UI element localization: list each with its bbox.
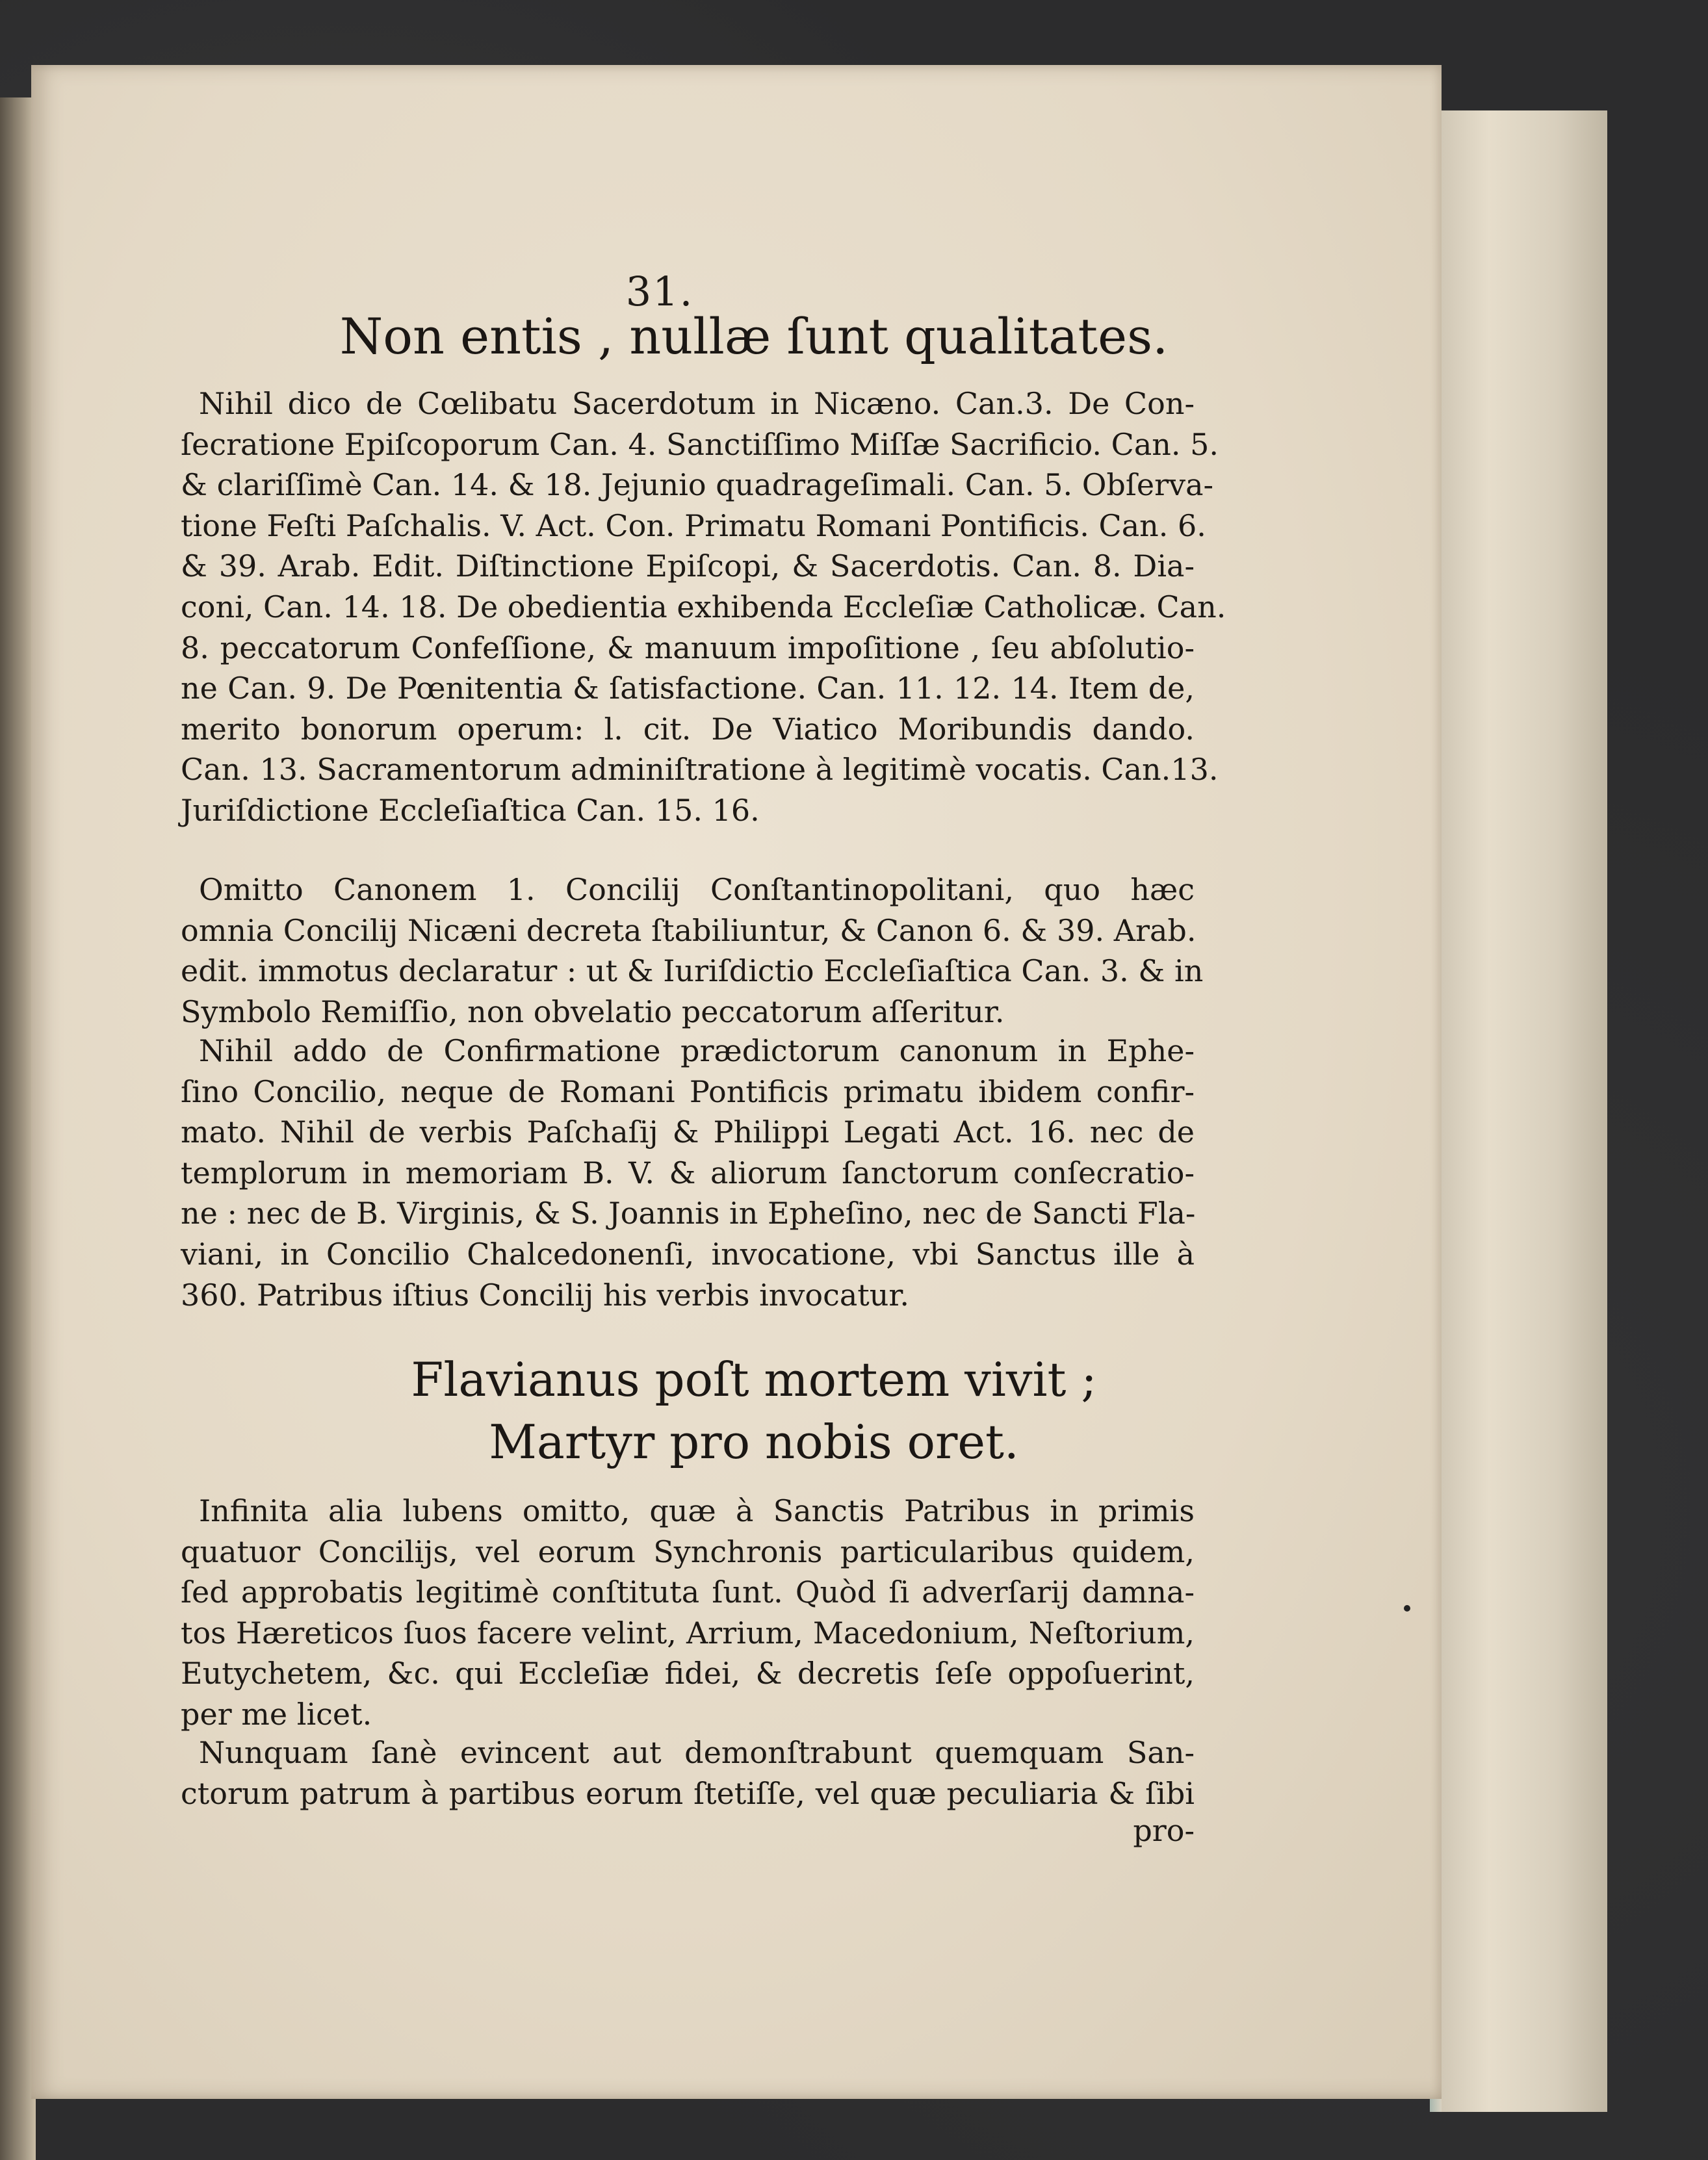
text-line: Nihil addo de Confirmatione prædictorum canonum in Ephe- <box>199 1033 1195 1068</box>
text-line: 360. Patribus iſtius Concilij his verbis invocatur. <box>181 1277 909 1313</box>
text-line: ctorum patrum à partibus eorum ſtetiſſe, vel quæ peculiaria & ſibi <box>181 1775 1195 1811</box>
text-line: Omitto Canonem 1. Concilij Conſtantinopolitani, quo hæc <box>199 872 1195 907</box>
text-line: per me licet. <box>181 1696 372 1732</box>
text-line: viani, in Concilio Chalcedonenſi, invocatione, vbi Sanctus ille à <box>181 1236 1195 1272</box>
text-line: 8. peccatorum Confeſſione, & manuum impoſitione , ſeu abſolutio- <box>181 630 1195 665</box>
text-line: Symbolo Remiſſio, non obvelatio peccatorum aſſeritur. <box>181 994 1005 1029</box>
text-line: quatuor Concilijs, vel eorum Synchronis particularibus quidem, <box>181 1534 1195 1569</box>
catchword: pro- <box>1133 1813 1195 1848</box>
text-line: ne : nec de B. Virginis, & S. Joannis in Epheſino, nec de Sancti Fla- <box>181 1196 1196 1231</box>
paragraph-3 <box>181 1031 1195 1315</box>
text-line: omnia Concilij Nicæni decreta ſtabiliuntur, & Canon 6. & 39. Arab. <box>181 912 1197 948</box>
text-line: tos Hæreticos ſuos facere velint, Arrium, Macedonium, Neſtorium, <box>181 1615 1195 1651</box>
text-line: ſino Concilio, neque de Romani Pontificis primatu ibidem confir- <box>181 1074 1195 1109</box>
book-cover-edge <box>1436 110 1607 2112</box>
paragraph-1 <box>181 383 1226 831</box>
section-heading: Non entis , nullæ ſunt qualitates. <box>339 307 1169 365</box>
text-line: merito bonorum operum: l. cit. De Viatico Moribundis dando. <box>181 711 1195 747</box>
text-line: ne Can. 9. De Pœnitentia & ſatisfactione. Can. 11. 12. 14. Item de, <box>181 671 1195 706</box>
text-line: & 39. Arab. Edit. Diſtinctione Epiſcopi, & Sacerdotis. Can. 8. Dia- <box>181 548 1195 584</box>
flavian-quote-line-2: Martyr pro nobis oret. <box>489 1415 1019 1469</box>
paragraph-4 <box>181 1491 1195 1735</box>
text-line: templorum in memoriam B. V. & aliorum ſanctorum conſecratio- <box>181 1155 1195 1190</box>
text-line: mato. Nihil de verbis Paſchaſij & Philippi Legati Act. 16. nec de <box>181 1114 1195 1150</box>
paragraph-2 <box>181 869 1204 1032</box>
text-line: Infinita alia lubens omitto, quæ à Sanctis Patribus in primis <box>199 1493 1195 1528</box>
text-line: ſed approbatis legitimè conſtituta ſunt. Quòd ſi adverſarij damna- <box>181 1575 1195 1610</box>
text-line: ſecratione Epiſcoporum Can. 4. Sanctiſſimo Miſſæ Sacrificio. Can. 5. <box>181 426 1219 462</box>
page-number: 31. <box>625 268 694 315</box>
text-line: & clariſſimè Can. 14. & 18. Jejunio quadrageſimali. Can. 5. Obſerva- <box>181 467 1214 503</box>
text-line: Eutychetem, &c. qui Eccleſiæ fidei, & decretis ſeſe oppoſuerint, <box>181 1656 1195 1691</box>
flavian-quote-line-1: Flavianus poſt mortem vivit ; <box>411 1352 1097 1407</box>
text-line: Juriſdictione Eccleſiaſtica Can. 15. 16. <box>181 792 760 828</box>
text-line: Can. 13. Sacramentorum adminiſtratione à legitimè vocatis. Can.13. <box>181 752 1219 788</box>
text-line: coni, Can. 14. 18. De obedientia exhibenda Eccleſiæ Catholicæ. Can. <box>181 589 1226 624</box>
text-line: Nihil dico de Cœlibatu Sacerdotum in Nicæno. Can.3. De Con- <box>199 386 1195 421</box>
left-page-edge <box>0 97 36 2160</box>
text-line: tione Feſti Paſchalis. V. Act. Con. Primatu Romani Pontificis. Can. 6. <box>181 508 1206 543</box>
text-line: Nunquam ſanè evincent aut demonſtrabunt quemquam San- <box>199 1735 1195 1770</box>
text-line: edit. immotus declaratur : ut & Iuriſdictio Eccleſiaſtica Can. 3. & in <box>181 953 1204 989</box>
ink-spot <box>1404 1605 1410 1612</box>
paragraph-5 <box>181 1732 1195 1814</box>
